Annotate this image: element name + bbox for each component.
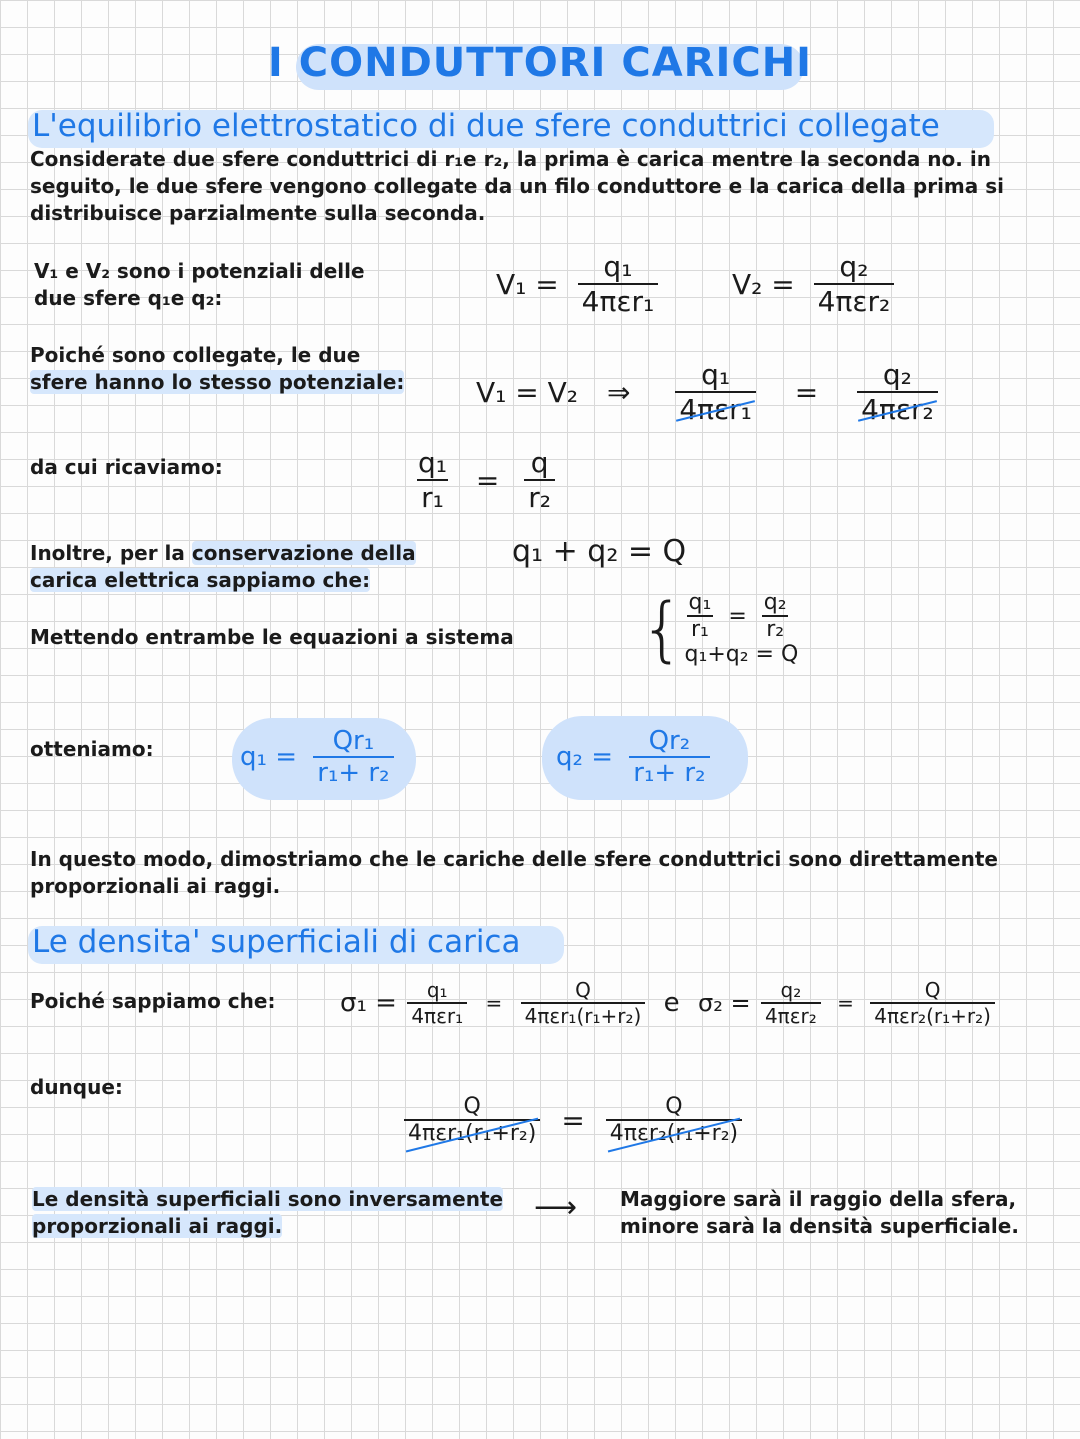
same-pot-num2: q₂ (882, 358, 912, 391)
inverse-text (32, 1186, 503, 1240)
arrow-icon: ⟶ (534, 1190, 578, 1225)
sigma2-lhs: σ₂ = (698, 989, 751, 1017)
potentials-line-2: due sfere q₁e q₂: (34, 286, 223, 310)
result2-denominator: r₁+ r₂ (629, 756, 709, 788)
therefore-text: dunque: (30, 1075, 123, 1099)
v1-denominator: 4πεr₁ (578, 283, 659, 318)
sys-line-2: q₁+q₂ = Q (684, 642, 799, 667)
conclusion-line-2: proporzionali ai raggi. (30, 874, 281, 898)
equals-sign: = (837, 991, 854, 1015)
same-pot-num1: q₁ (701, 358, 731, 391)
v1-fraction (578, 250, 659, 318)
result2-fraction (629, 726, 709, 788)
conservation-text (30, 540, 416, 594)
sys-den1: r₁ (687, 615, 713, 642)
sigma1-fraction-a (407, 978, 467, 1028)
sigma2-den-a: 4πεr₂ (761, 1002, 821, 1028)
inverse-line-1: Le densità superficiali sono inversamente (32, 1187, 504, 1211)
result1-fraction (313, 726, 393, 788)
derive-den1: r₁ (417, 479, 448, 514)
q1-over-r1 (414, 446, 451, 514)
sigma1-num-b: Q (575, 978, 591, 1002)
equals-sign: = (475, 463, 500, 497)
conservation-line-1-start: Inoltre, per la (30, 541, 192, 565)
same-potential-line-1: Poiché sono collegate, le due (30, 343, 361, 367)
conservation-line-2: carica elettrica sappiamo che: (30, 568, 371, 592)
therefore-den1: 4πεr₁(r₁+r₂) (408, 1121, 537, 1146)
section1-intro (30, 146, 1004, 227)
result-text: otteniamo: (30, 737, 154, 761)
conjunction-e: e (663, 988, 680, 1018)
system-text: Mettendo entrambe le equazioni a sistema (30, 625, 514, 649)
inverse-line-2: proporzionali ai raggi. (32, 1214, 283, 1238)
same-pot-den1: 4πεr₁ (679, 393, 752, 426)
therefore-equation (404, 1094, 742, 1146)
sigma2-num-b: Q (924, 978, 941, 1002)
same-pot-den2: 4πεr₂ (861, 393, 934, 426)
potential-v1-equation (486, 250, 658, 318)
equals-sign: = (561, 1103, 585, 1137)
therefore-fraction-2 (606, 1094, 742, 1146)
v2-lhs: V₂ = (732, 267, 795, 301)
sigma-equations (340, 978, 995, 1028)
same-potential-text (30, 342, 404, 396)
conservation-line-1: conservazione della (191, 541, 416, 565)
derive-den2: r₂ (524, 479, 555, 514)
page-title: I CONDUTTORI CARICHI (267, 40, 813, 86)
potentials-text (34, 258, 365, 312)
sys-num1: q₁ (688, 590, 712, 615)
result2-numerator: Qr₂ (648, 726, 691, 756)
derive-num2: q (530, 446, 549, 479)
conclusion-line-1: In questo modo, dimostriamo che le cariche delle sfere conduttrici sono direttamente (30, 847, 998, 871)
v1-equals-v2: V₁ = V₂ (476, 375, 579, 409)
derive-text: da cui ricaviamo: (30, 455, 223, 479)
q2-over-4pier2 (857, 358, 938, 426)
sigma1-den-a: 4πεr₁ (407, 1002, 467, 1028)
result2-equation (556, 726, 710, 788)
derive-num1: q₁ (418, 446, 447, 479)
same-potential-line-2: sfere hanno lo stesso potenziale: (30, 370, 405, 394)
v1-numerator: q₁ (603, 250, 633, 283)
result2-lhs: q₂ = (556, 742, 613, 772)
system-equations (640, 587, 799, 670)
section1-heading: L'equilibrio elettrostatico di due sfere conduttrici collegate (32, 108, 940, 144)
v1-lhs: V₁ = (496, 267, 559, 301)
equals-sign: = (485, 991, 503, 1015)
sys-q2-over-r2 (760, 590, 791, 642)
result1-equation (240, 726, 394, 788)
sys-den2: r₂ (762, 615, 788, 642)
therefore-fraction-1 (404, 1094, 540, 1146)
sigma1-fraction-b (521, 978, 646, 1028)
since-text: Poiché sappiamo che: (30, 989, 276, 1013)
conclusion (30, 846, 998, 900)
sigma2-fraction-a (761, 978, 821, 1028)
same-potential-equation (466, 358, 938, 426)
therefore-num2: Q (665, 1094, 683, 1119)
q-over-r2 (524, 446, 555, 514)
consequence-line-2: minore sarà la densità superficiale. (620, 1214, 1019, 1238)
sys-num2: q₂ (763, 590, 787, 615)
v2-fraction (814, 250, 895, 318)
intro-line-1: Considerate due sfere conduttrici di r₁e r₂, la prima è carica mentre la seconda no. in (30, 147, 991, 171)
sigma2-num-a: q₂ (780, 978, 802, 1002)
derive-equation (414, 446, 555, 514)
sigma2-den-b: 4πεr₂(r₁+r₂) (870, 1002, 995, 1028)
therefore-num1: Q (463, 1094, 481, 1119)
implies-arrow: ⇒ (606, 375, 631, 409)
therefore-den2: 4πεr₂(r₁+r₂) (609, 1121, 739, 1146)
v2-numerator: q₂ (839, 250, 869, 283)
sigma1-den-b: 4πεr₁(r₁+r₂) (521, 1002, 646, 1028)
equals-sign: = (794, 375, 819, 409)
result1-lhs: q₁ = (240, 742, 297, 772)
system-brace: { (640, 587, 685, 670)
v2-denominator: 4πεr₂ (814, 283, 895, 318)
sigma1-num-a: q₁ (426, 978, 448, 1002)
result1-numerator: Qr₁ (332, 726, 375, 756)
sigma1-lhs: σ₁ = (340, 988, 397, 1018)
consequence-line-1: Maggiore sarà il raggio della sfera, (620, 1187, 1017, 1211)
intro-line-2: seguito, le due sfere vengono collegate da un filo conduttore e la carica della prima si (30, 174, 1004, 198)
equals-sign: = (728, 603, 747, 629)
section2-heading: Le densita' superficiali di carica (32, 924, 521, 960)
sigma2-fraction-b (870, 978, 995, 1028)
potential-v2-equation (722, 250, 894, 318)
conservation-equation: q₁ + q₂ = Q (512, 534, 687, 569)
result1-denominator: r₁+ r₂ (313, 756, 393, 788)
intro-line-3: distribuisce parzialmente sulla seconda. (30, 201, 486, 225)
q1-over-4pier1 (675, 358, 756, 426)
sys-q1-over-r1 (685, 590, 716, 642)
potentials-line-1: V₁ e V₂ sono i potenziali delle (34, 259, 365, 283)
consequence-text (620, 1186, 1019, 1240)
